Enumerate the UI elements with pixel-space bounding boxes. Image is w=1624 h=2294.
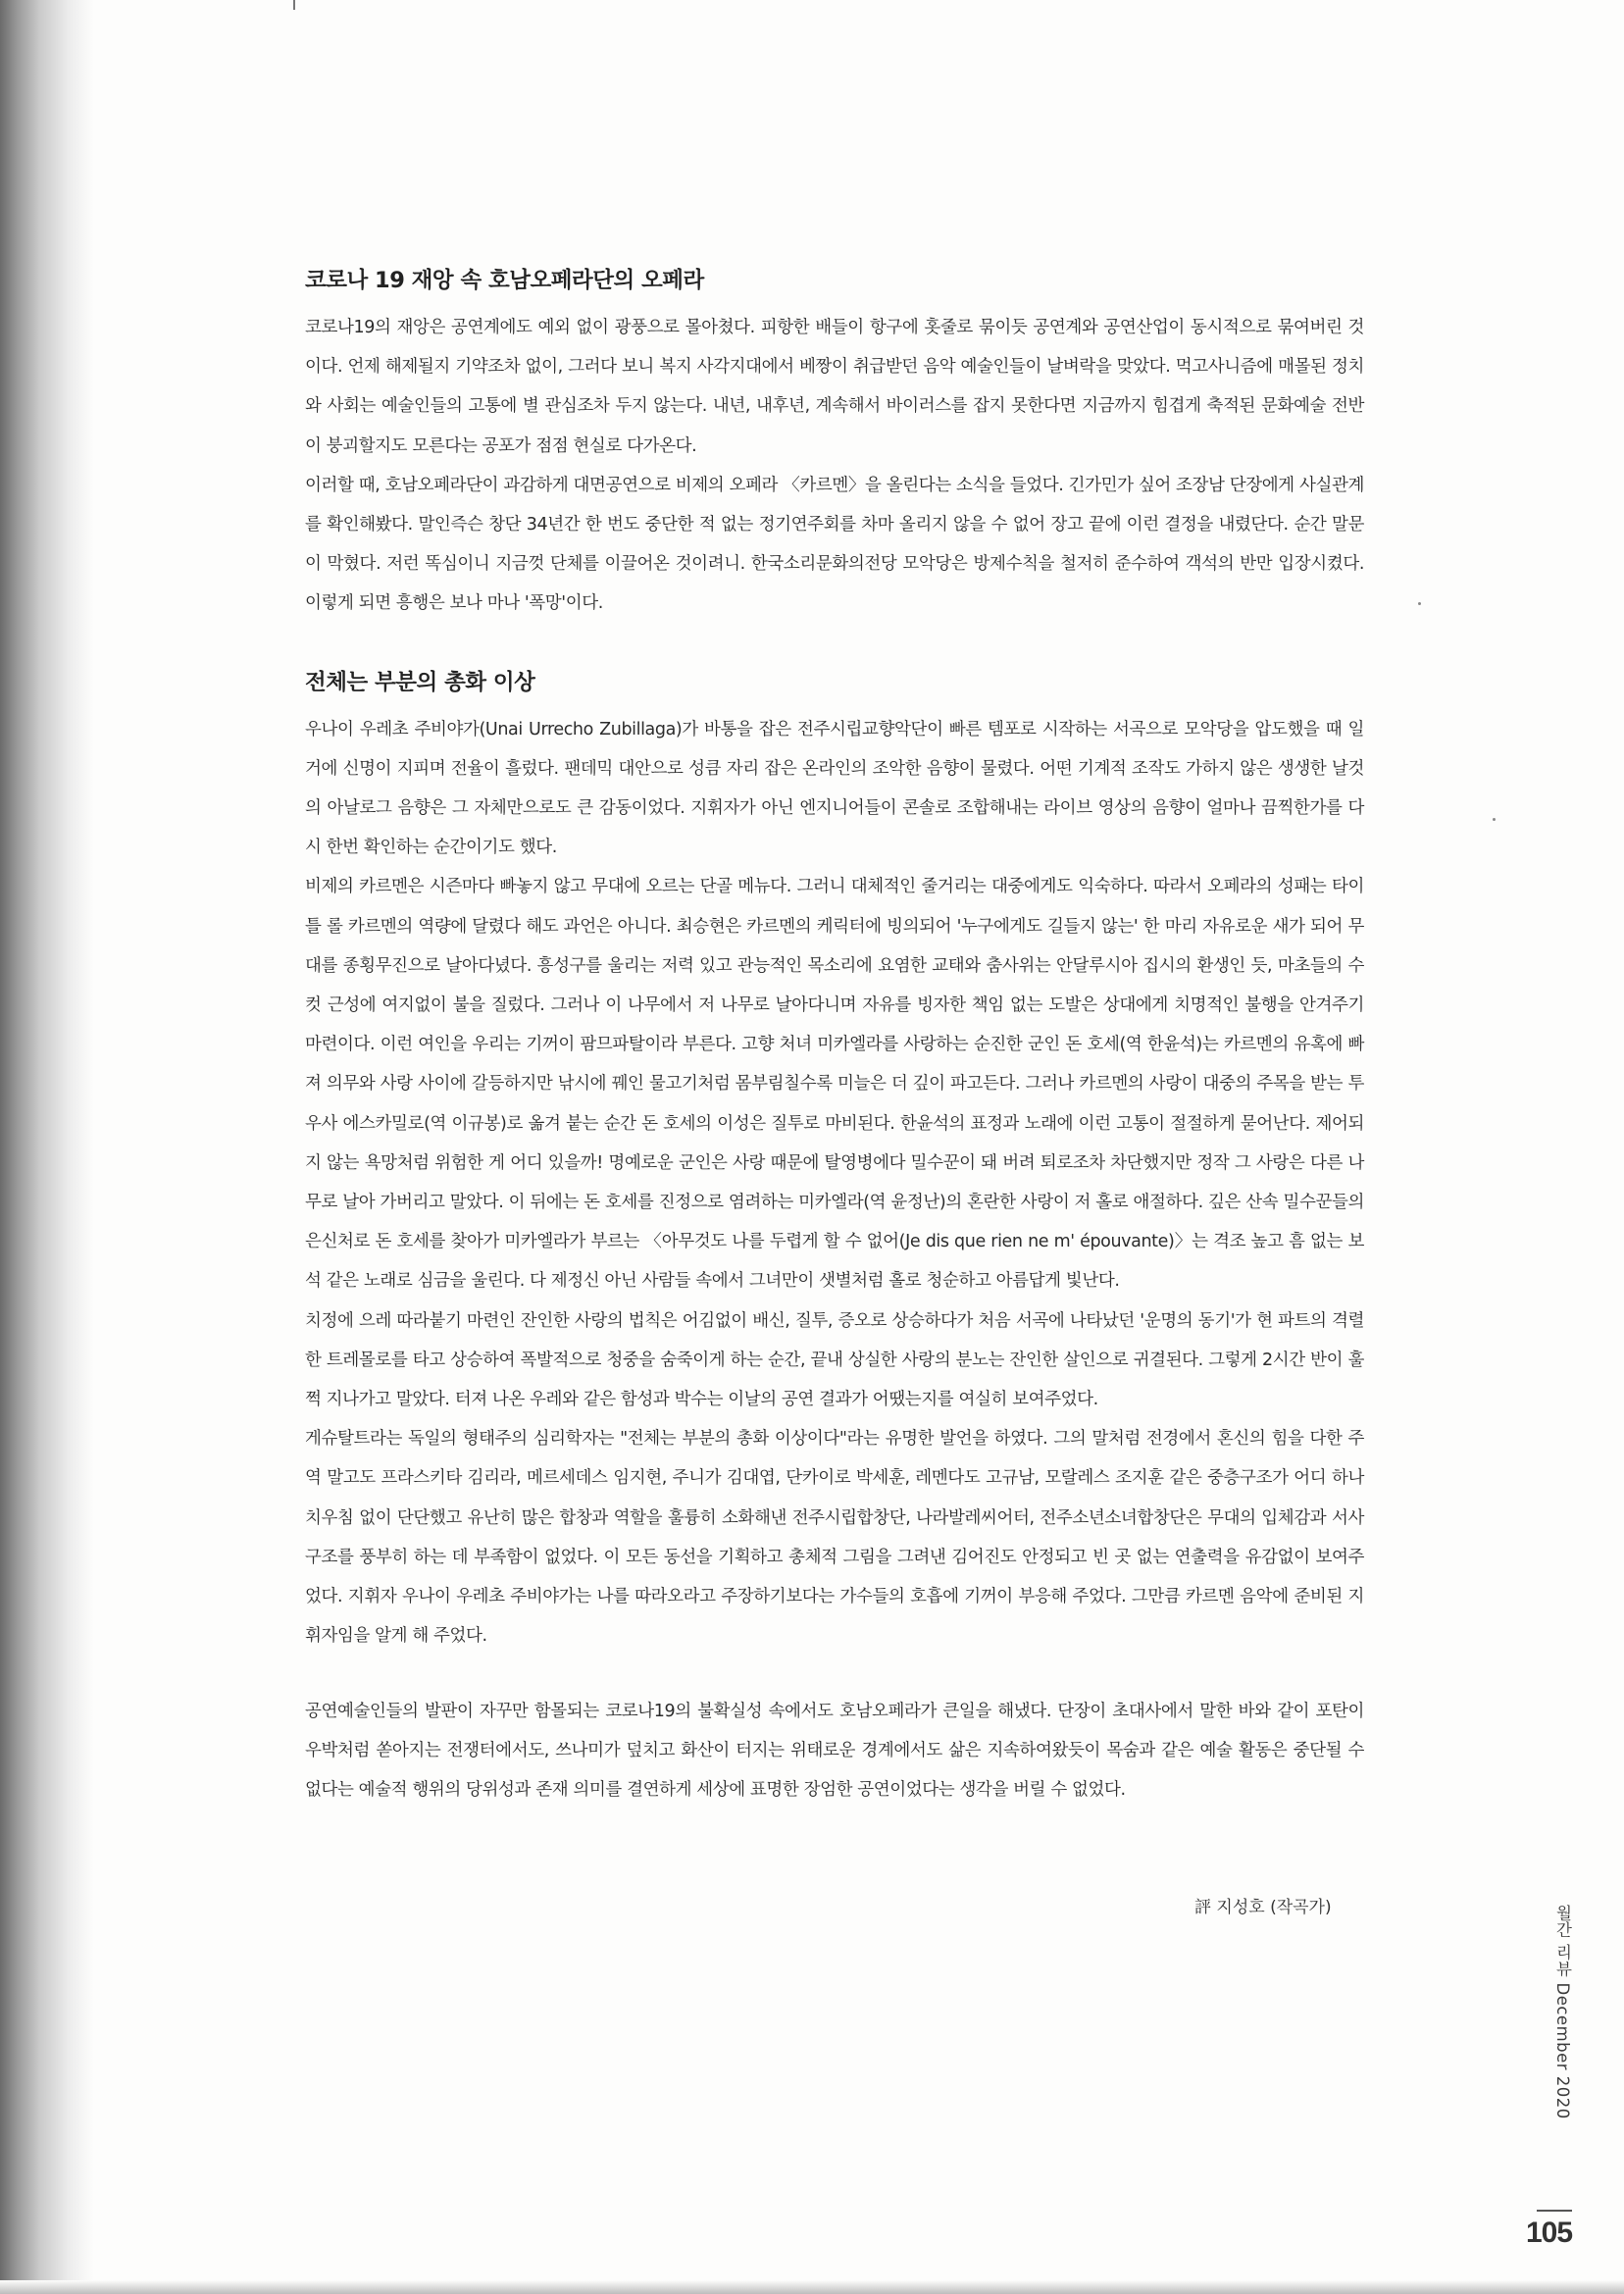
page-number: 105 [1526,2217,1573,2249]
author-signature: 評 지성호 (작곡가) [1194,1898,1332,1917]
section-title-corona: 코로나 19 재앙 속 호남오페라단의 오페라 [305,268,704,293]
section-title-whole: 전체는 부분의 총화 이상 [305,669,535,695]
paragraph: 이러할 때, 호남오페라단이 과감하게 대면공연으로 비제의 오페라 〈카르멘〉을 올린다는 소식을 들었다. 긴가민가 싶어 조장남 단장에게 사실관계를 확인해봤다. 말인즉슨 창단 34년간 한 번도 중단한 적 없는 정기연주회를 차마 올리지 않을 수 없어 장고 끝에 이런 결정을 내렸단다. 순간 말문이 막혔다. 저런 똑심이니 지금껏 단체를 이끌어온 것이려니. 한국소리문화의전당 모악당은 방제수칙을 철저히 준수하여 객석의 반만 입장시켰다. 이렇게 되면 흥행은 보나 마나 '폭망'이다. [305,475,1364,614]
paragraph: 비제의 카르멘은 시즌마다 빠놓지 않고 무대에 오르는 단골 메뉴다. 그러니 대체적인 줄거리는 대중에게도 익숙하다. 따라서 오페라의 성패는 타이틀 롤 카르멘의 역량에 달렸다 해도 과언은 아니다. 최승현은 카르멘의 케릭터에 빙의되어 '누구에게도 길들지 않는' 한 마리 자유로운 새가 되어 무대를 종횡무진으로 날아다녔다. 흥성구를 울리는 저력 있고 관능적인 목소리에 요염한 교태와 춤사위는 안달루시아 집시의 환생인 듯, 마초들의 수컷 근성에 여지없이 불을 질렀다. 그러나 이 나무에서 저 나무로 날아다니며 자유를 빙자한 책임 없는 도발은 상대에게 치명적인 불행을 안겨주기 마련이다. 이런 여인을 우리는 기꺼이 팜므파탈이라 부른다. 고향 처녀 미카엘라를 사랑하는 순진한 군인 돈 호세(역 한윤석)는 카르멘의 유혹에 빠져 의무와 사랑 사이에 갈등하지만 낚시에 꿰인 물고기처럼 몸부림칠수록 미늘은 더 깊이 파고든다. 그러나 카르멘의 사랑이 대중의 주목을 받는 투우사 에스카밀로(역 이규봉)로 옮겨 붙는 순간 돈 호세의 이성은 질투로 마비된다. 한윤석의 표정과 노래에 이런 고통이 절절하게 묻어난다. 제어되지 않는 욕망처럼 위험한 게 어디 있을까! 명예로운 군인은 사랑 때문에 탈영병에다 밀수꾼이 돼 버려 퇴로조차 차단했지만 정작 그 사랑은 다른 나무로 날아 가버리고 말았다. 이 뒤에는 돈 호세를 진정으로 염려하는 미카엘라(역 윤정난)의 혼란한 사랑이 저 홀로 애절하다. 깊은 산속 밀수꾼들의 은신처로 돈 호세를 찾아가 미카엘라가 부르는 〈아무것도 나를 두렵게 할 수 없어(Je dis que rien ne m' épouvante)〉는 격조 높고 흠 없는 보석 같은 노래로 심금을 울린다. 다 제정신 아닌 사람들 속에서 그녀만이 샛별처럼 홀로 청순하고 아름답게 빛난다. [305,877,1364,1292]
scan-shadow-left [0,0,94,2294]
paragraph: 치정에 으레 따라붙기 마련인 잔인한 사랑의 법칙은 어김없이 배신, 질투, 증오로 상승하다가 처음 서곡에 나타났던 '운명의 동기'가 현 파트의 격렬한 트레몰로를 타고 상승하여 폭발적으로 청중을 숨죽이게 하는 순간, 끝내 상실한 사랑의 분노는 잔인한 살인으로 귀결된다. 그렇게 2시간 반이 훌쩍 지나가고 말았다. 터져 나온 우레와 같은 함성과 박수는 이날의 공연 결과가 어땠는지를 여실히 보여주었다. [305,1310,1364,1410]
paragraph: 우나이 우레초 주비야가(Unai Urrecho Zubillaga)가 바통을 잡은 전주시립교향악단이 빠른 템포로 시작하는 서곡으로 모악당을 압도했을 때 일거에 신명이 지피며 전율이 흘렀다. 팬데믹 대안으로 성큼 자리 잡은 온라인의 조악한 음향이 물렸다. 어떤 기계적 조작도 가하지 않은 생생한 날것의 아날로그 음향은 그 자체만으로도 큰 감동이었다. 지휘자가 아닌 엔지니어들이 콘솔로 조합해내는 라이브 영상의 음향이 얼마나 끔찍한가를 다시 한번 확인하는 순간이기도 했다. [305,719,1364,858]
closing-paragraph: 공연예술인들의 발판이 자꾸만 함몰되는 코로나19의 불확실성 속에서도 호남오페라가 큰일을 해냈다. 단장이 초대사에서 말한 바와 같이 포탄이 우박처럼 쏟아지는 전쟁터에서도, 쓰나미가 덮치고 화산이 터지는 위태로운 경계에서도 삶은 지속하여왔듯이 목숨과 같은 예술 활동은 중단될 수 없다는 예술적 행위의 당위성과 존재 의미를 결연하게 세상에 표명한 장엄한 공연이었다는 생각을 버릴 수 없었다. [305,1701,1364,1800]
page-number-rule [1537,2210,1572,2212]
article-body [305,263,1364,1810]
scan-speck [1493,818,1496,821]
magazine-issue-label: 월간 리뷰 December 2020 [1553,1905,1572,2119]
paragraph: 게슈탈트라는 독일의 형태주의 심리학자는 "전체는 부분의 총화 이상이다"라는 유명한 발언을 하였다. 그의 말처럼 전경에서 혼신의 힘을 다한 주역 말고도 프라스키타 김리라, 메르세데스 임지현, 주니가 김대엽, 단카이로 박세훈, 레멘다도 고규남, 모랄레스 조지훈 같은 중층구조가 어디 하나 치우침 없이 단단했고 유난히 많은 합창과 역할을 훌륭히 소화해낸 전주시립합창단, 나라발레씨어터, 전주소년소녀합창단은 무대의 입체감과 서사구조를 풍부히 하는 데 부족함이 없었다. 이 모든 동선을 기획하고 총체적 그림을 그려낸 김어진도 안정되고 빈 곳 없는 연출력을 유감없이 보여주었다. 지휘자 우나이 우레초 주비야가는 나를 따라오라고 주장하기보다는 가수들의 호흡에 기꺼이 부응해 주었다. 그만큼 카르멘 음악에 준비된 지휘자임을 알게 해 주었다. [305,1429,1364,1647]
paragraph: 코로나19의 재앙은 공연계에도 예외 없이 광풍으로 몰아쳤다. 피항한 배들이 항구에 홋줄로 묶이듯 공연계와 공연산업이 동시적으로 묶여버린 것이다. 언제 해제될지 기약조차 없이, 그러다 보니 복지 사각지대에서 베짱이 취급받던 음악 예술인들이 날벼락을 맞았다. 먹고사니즘에 매몰된 정치와 사회는 예술인들의 고통에 별 관심조차 두지 않는다. 내년, 내후년, 계속해서 바이러스를 잡지 못한다면 지금까지 힘겹게 축적된 문화예술 전반이 붕괴할지도 모른다는 공포가 점점 현실로 다가온다. [305,318,1364,456]
scan-speck [1418,602,1421,605]
scan-shadow-bottom [0,2280,1624,2294]
crop-mark [293,0,295,10]
